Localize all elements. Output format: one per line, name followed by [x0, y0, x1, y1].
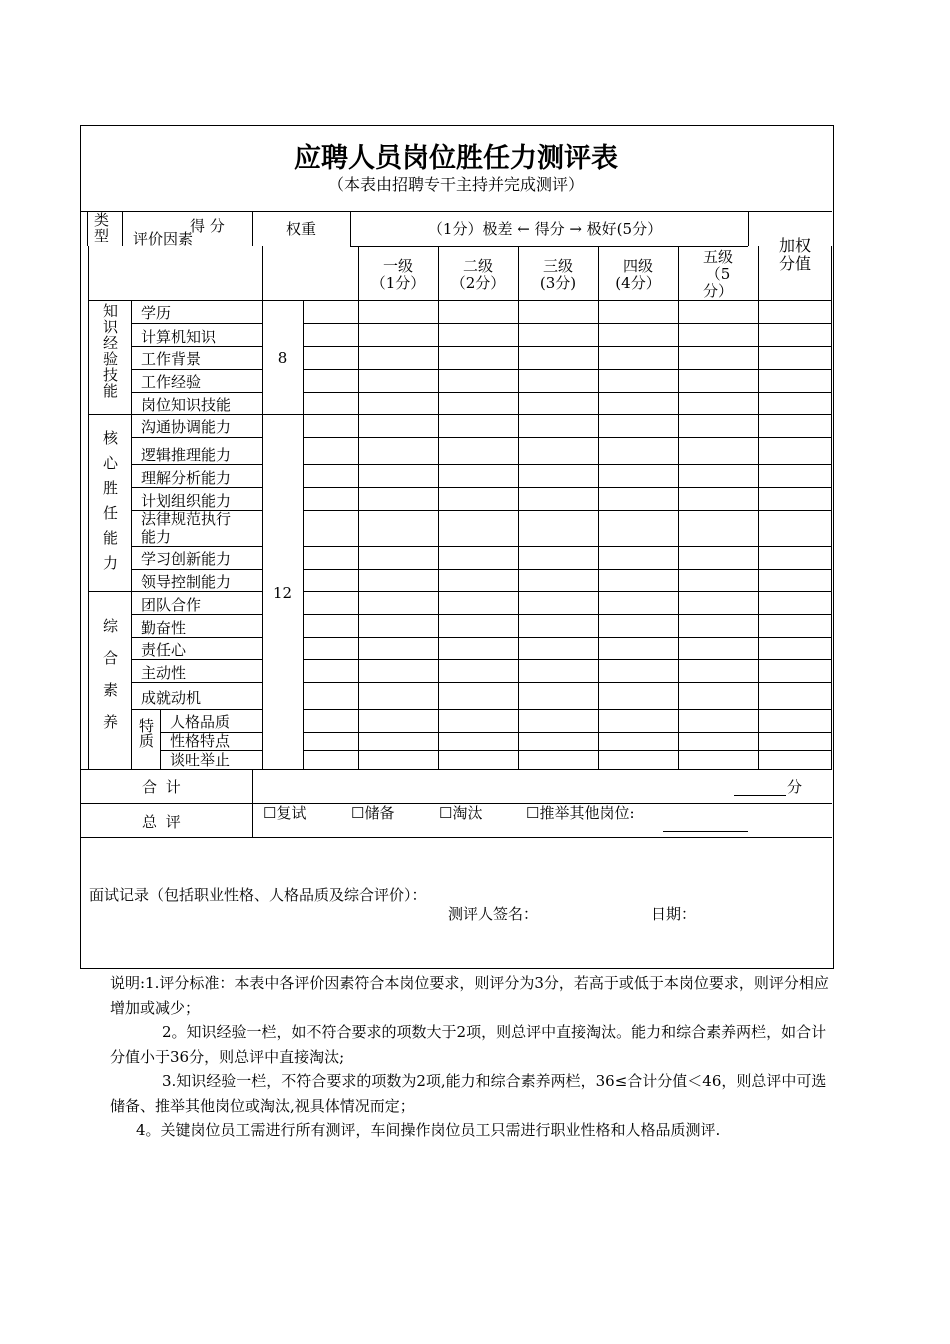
grid-vline	[758, 246, 759, 769]
item-label: 工作背景	[141, 350, 202, 368]
level-5-unit: 分）	[702, 282, 733, 300]
item-label: 谈吐举止	[170, 751, 231, 769]
group-general: 综合素养	[101, 618, 119, 746]
grid-vline	[358, 246, 359, 769]
grid-hline	[131, 591, 262, 592]
grid-hline	[303, 392, 831, 393]
item-label: 法律规范执行	[141, 510, 232, 528]
level-5-points: （5	[705, 265, 731, 283]
grid-hline	[303, 709, 831, 710]
grid-hline	[303, 750, 831, 751]
level-4-points: (4分）	[615, 274, 661, 292]
overall-label: 总 评	[142, 813, 183, 831]
grid-hline	[131, 546, 262, 547]
note-1: 说明:1.评分标准：本表中各评价因素符合本岗位要求，则评分为3分，若高于或低于本岗位要求，则评分相应增加或减少；	[110, 974, 829, 1017]
item-label: 成就动机	[141, 689, 202, 707]
page-title: 应聘人员岗位胜任力测评表	[294, 143, 618, 174]
grid-hline	[303, 464, 831, 465]
grid-hline	[131, 414, 262, 415]
option-reject[interactable]: ☐淘汰	[439, 804, 483, 822]
grid-vline	[160, 709, 161, 769]
page-subtitle: （本表由招聘专干主持并完成测评）	[327, 175, 584, 194]
note-2: 2。知识经验一栏，如不符合要求的项数大于2项，则总评中直接淘汰。能力和综合素养两栏，如合计分值小于36分，则总评中直接淘汰;	[110, 1023, 827, 1066]
grid-hline	[303, 732, 831, 733]
grid-hline	[131, 323, 262, 324]
grid-vline	[598, 246, 599, 769]
grid-hline	[88, 300, 831, 301]
grid-vline	[438, 246, 439, 769]
grid-vline	[831, 300, 832, 769]
grid-vline	[678, 246, 679, 769]
grid-hline	[131, 659, 262, 660]
header-weighted-1: 加权	[778, 236, 811, 255]
group-trait: 特质	[137, 718, 155, 748]
item-label: 学历	[141, 304, 172, 322]
grid-hline	[303, 614, 831, 615]
item-label: 人格品质	[170, 713, 231, 731]
header-type: 类型	[94, 211, 110, 245]
level-3-label: 三级	[542, 257, 573, 275]
note-3: 3.知识经验一栏，不符合要求的项数为2项,能力和综合素养两栏，36≤合计分值＜46，则总评中可选储备、推举其他岗位或淘汰,视具体情况而定；	[110, 1072, 827, 1115]
grid-hline	[131, 637, 262, 638]
option-reserve[interactable]: ☐储备	[351, 804, 395, 822]
group-core: 核心胜任能力	[101, 430, 119, 580]
grid-hline	[131, 346, 262, 347]
grid-hline	[303, 369, 831, 370]
grid-hline	[88, 414, 131, 415]
item-label: 计划组织能力	[141, 492, 232, 510]
total-unit: 分	[787, 778, 803, 796]
grid-hline	[131, 437, 262, 438]
header-score: 得 分	[190, 217, 225, 235]
recommend-blank-line	[663, 831, 748, 832]
item-label: 领导控制能力	[141, 573, 232, 591]
grid-hline	[131, 614, 262, 615]
level-2-points: （2分）	[450, 274, 506, 292]
grid-vline	[131, 300, 132, 769]
item-label: 沟通协调能力	[141, 418, 232, 436]
total-blank-line	[734, 795, 786, 796]
grid-hline	[131, 464, 262, 465]
item-label: 性格特点	[170, 732, 231, 750]
grid-hline	[303, 591, 831, 592]
grid-hline	[303, 437, 831, 438]
grid-hline	[303, 546, 831, 547]
record-label: 面试记录（包括职业性格、人格品质及综合评价）：	[89, 886, 427, 904]
level-2-label: 二级	[462, 257, 493, 275]
grid-hline	[131, 392, 262, 393]
item-label: 岗位知识技能	[141, 396, 232, 414]
grid-hline	[131, 369, 262, 370]
item-label: 勤奋性	[141, 619, 187, 637]
item-label: 团队合作	[141, 596, 202, 614]
level-5-label: 五级	[702, 248, 733, 266]
grid-vline	[518, 246, 519, 769]
grid-hline	[303, 414, 831, 415]
level-1-label: 一级	[382, 257, 413, 275]
header-scale: （1分）极差 ← 得分 → 极好(5分）	[427, 220, 663, 238]
item-label: 能力	[141, 528, 172, 546]
grid-hline	[131, 709, 160, 710]
item-label: 主动性	[141, 664, 187, 682]
header-weight: 权重	[285, 220, 316, 238]
grid-hline	[88, 591, 131, 592]
item-label: 学习创新能力	[141, 550, 232, 568]
level-3-points: (3分)	[539, 274, 577, 292]
grid-hline	[131, 569, 262, 570]
grid-vline	[88, 300, 89, 769]
grid-hline	[303, 510, 831, 511]
date-label: 日期：	[651, 905, 697, 923]
level-4-label: 四级	[622, 257, 653, 275]
header-weighted-2: 分值	[778, 254, 811, 273]
option-recommend[interactable]: ☐推举其他岗位:	[526, 804, 635, 822]
item-label: 责任心	[141, 641, 187, 659]
item-label: 理解分析能力	[141, 469, 232, 487]
note-4: 4。关键岗位员工需进行所有测评，车间操作岗位员工只需进行职业性格和人格品质测评.	[136, 1121, 721, 1139]
signer-label: 测评人签名：	[448, 905, 539, 923]
weight-knowledge: 8	[277, 349, 288, 367]
group-knowledge: 知识经验技能	[101, 303, 119, 399]
item-label: 计算机知识	[141, 328, 217, 346]
option-retest[interactable]: ☐复试	[263, 804, 307, 822]
grid-vline	[303, 300, 304, 769]
notes	[110, 971, 834, 1143]
grid-hline	[303, 659, 831, 660]
grid-hline	[303, 487, 831, 488]
grid-hline	[303, 323, 831, 324]
level-1-points: （1分）	[370, 274, 426, 292]
header-factor: 评价因素	[133, 230, 194, 248]
weight-rest: 12	[272, 584, 293, 602]
total-label: 合 计	[142, 778, 183, 796]
item-label: 工作经验	[141, 373, 202, 391]
grid-hline	[131, 682, 262, 683]
grid-vline	[262, 246, 263, 769]
grid-hline	[262, 414, 303, 415]
grid-hline	[303, 569, 831, 570]
grid-hline	[303, 346, 831, 347]
grid-hline	[303, 682, 831, 683]
grid-hline	[303, 637, 831, 638]
grid-hline	[131, 487, 262, 488]
item-label: 逻辑推理能力	[141, 446, 232, 464]
